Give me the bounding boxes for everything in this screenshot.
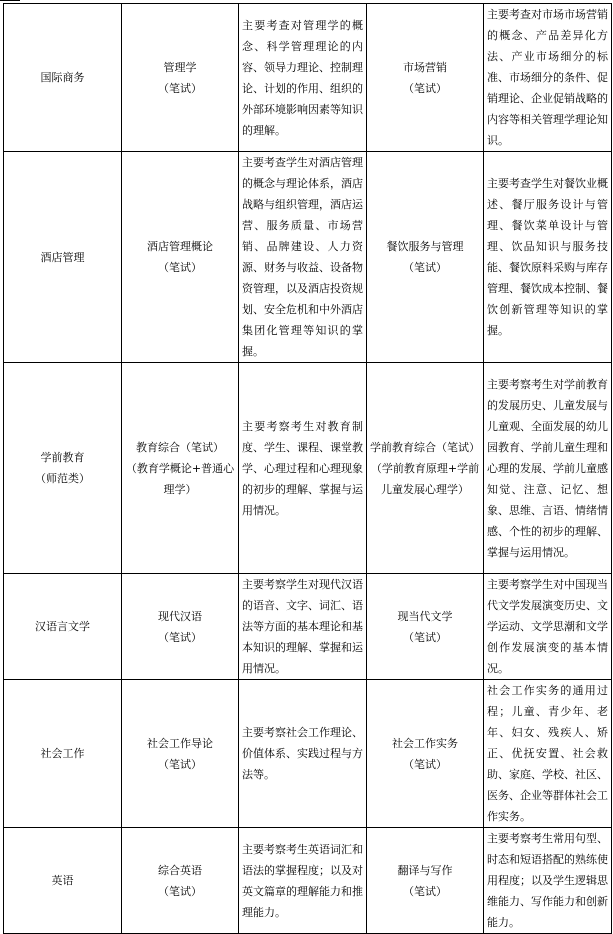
course-2-mode: （学前教育原理+学前儿童发展心理学） — [370, 461, 480, 496]
course-2-description: 主要考查学生对餐饮业概述、餐厅服务设计与管理、餐饮菜单设计与管理、饮品知识与服务技能、餐饮原料采购与库存管理、餐饮成本控制、餐饮创新管理等知识的掌握。 — [484, 152, 612, 363]
course-2-cell — [367, 152, 484, 363]
major-name: 酒店管理 — [40, 250, 85, 264]
major-name: 汉语言文学 — [35, 620, 90, 633]
exam-subjects-table — [3, 3, 612, 934]
major-name-note: （师范类） — [35, 472, 90, 485]
course-1-cell — [122, 4, 239, 152]
table-row — [4, 152, 612, 363]
course-2-name: 学前教育综合（笔试） — [370, 440, 480, 454]
course-2-mode: （笔试） — [403, 81, 447, 95]
major-name: 社会工作 — [40, 747, 85, 760]
course-2-mode: （笔试） — [403, 884, 447, 898]
course-1-name: 管理学 — [163, 60, 197, 74]
course-2-name: 现当代文学 — [397, 609, 453, 623]
course-2-cell — [367, 680, 484, 828]
course-1-mode: （笔试） — [158, 81, 202, 95]
major-cell — [4, 363, 122, 574]
course-1-name: 教育综合（笔试） — [136, 440, 224, 454]
major-cell — [4, 152, 122, 363]
course-1-name: 综合英语 — [158, 863, 202, 877]
course-2-cell — [367, 363, 484, 574]
course-2-cell — [367, 574, 484, 680]
course-2-name: 翻译与写作 — [397, 863, 453, 877]
table-row — [4, 574, 612, 680]
course-2-name: 市场营销 — [403, 60, 447, 74]
major-cell — [4, 4, 122, 152]
course-2-description: 主要考察学生对中国现当代文学发展演变历史、文学运动、文学思潮和文学创作发展演变的基本情况。 — [484, 574, 612, 680]
table-row — [4, 363, 612, 574]
course-1-mode: （教育学概论+普通心理学） — [125, 461, 235, 496]
course-1-description: 主要考查学生对酒店管理的概念与理论体系，酒店战略与组织管理，酒店运营、服务质量、市场营销、品牌建设、人力资源、财务与收益、设备物资管理，以及酒店投资规划、安全危机和中外酒店集团化管理等知识的掌握。 — [239, 152, 367, 363]
course-2-description: 社会工作实务的通用过程；儿童、青少年、老年、妇女、残疾人、矫正、优抚安置、社会救助、家庭、学校、社区、医务、企业等群体社会工作实务。 — [484, 680, 612, 828]
course-1-mode: （笔试） — [158, 630, 202, 644]
course-1-cell — [122, 152, 239, 363]
course-1-mode: （笔试） — [158, 261, 202, 274]
course-1-name: 现代汉语 — [158, 609, 202, 623]
course-2-mode: （笔试） — [403, 261, 447, 274]
course-2-cell — [367, 828, 484, 934]
course-1-description: 主要考察社会工作理论、价值体系、实践过程与方法等。 — [239, 680, 367, 828]
course-2-name: 社会工作实务 — [392, 736, 458, 750]
major-name: 学前教育 — [40, 451, 85, 464]
course-1-name: 社会工作导论 — [147, 736, 213, 750]
course-1-cell — [122, 574, 239, 680]
major-cell — [4, 574, 122, 680]
course-2-name: 餐饮服务与管理 — [386, 240, 464, 253]
course-2-cell — [367, 4, 484, 152]
major-cell — [4, 680, 122, 828]
course-1-cell — [122, 363, 239, 574]
major-cell — [4, 828, 122, 934]
course-2-mode: （笔试） — [403, 630, 447, 644]
course-1-description: 主要考查对管理学的概念、科学管理理论的内容、领导力理论、控制理论、计划的作用、组织的外部环境影响因素等知识的理解。 — [239, 4, 367, 152]
table-row — [4, 4, 612, 152]
course-2-description: 主要考查对市场市场营销的概念、产品差异化方法、产业市场细分的标准、市场细分的条件、促销理论、企业促销战略的内容等相关管理学理论知识。 — [484, 4, 612, 152]
course-1-name: 酒店管理概论 — [147, 240, 213, 253]
course-1-mode: （笔试） — [158, 757, 202, 771]
course-2-mode: （笔试） — [403, 757, 447, 771]
table-row — [4, 828, 612, 934]
course-1-description: 主要考察考生对教育制度、学生、课程、课堂教学、心理过程和心理现象的初步的理解、掌握与运用情况。 — [239, 363, 367, 574]
course-1-cell — [122, 828, 239, 934]
course-2-description: 主要考察考生对学前教育的发展历史、儿童发展与儿童观、全面发展的幼儿园教育、学前儿童生理和心理的发展、学前儿童感知觉、注意、记忆、想象、思维、言语、情绪情感、个性的初步的理解、掌握与运用情况。 — [484, 363, 612, 574]
course-1-description: 主要考察考生英语词汇和语法的掌握程度；以及对英文篇章的理解能力和推理能力。 — [239, 828, 367, 934]
major-name: 英语 — [51, 874, 74, 887]
course-1-description: 主要考察学生对现代汉语的语音、文字、词汇、语法等方面的基本理论和基本知识的理解、掌握和运用情况。 — [239, 574, 367, 680]
course-1-cell — [122, 680, 239, 828]
course-2-description: 主要考察考生常用句型、时态和短语搭配的熟练使用程度；以及学生逻辑思维能力、写作能力和创新能力。 — [484, 828, 612, 934]
major-name: 国际商务 — [40, 71, 85, 84]
table-row — [4, 680, 612, 828]
course-1-mode: （笔试） — [158, 884, 202, 898]
